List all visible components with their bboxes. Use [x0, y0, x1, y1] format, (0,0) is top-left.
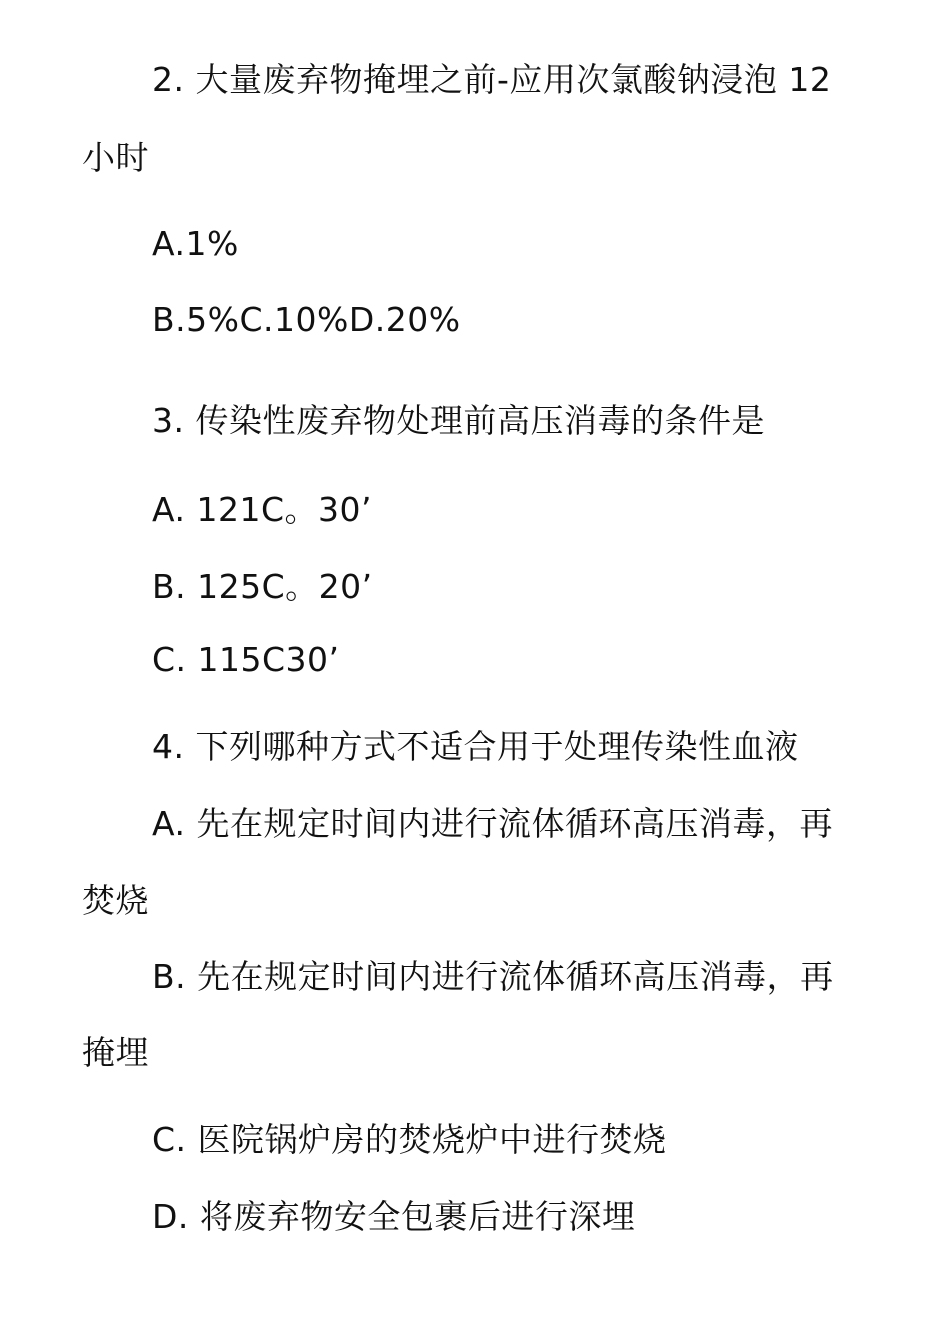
question-3-option-b: B. 125C。20’ — [152, 567, 373, 606]
question-3-option-c: C. 115C30’ — [152, 640, 340, 679]
question-3-option-a: A. 121C。30’ — [152, 490, 372, 529]
question-4-stem: 4. 下列哪种方式不适合用于处理传染性血液 — [152, 727, 799, 766]
question-2-option-a: A.1% — [152, 224, 239, 263]
question-4-option-b: B. 先在规定时间内进行流体循环高压消毒，再 — [152, 957, 834, 996]
question-2-stem: 2. 大量废弃物掩埋之前-应用次氯酸钠浸泡 12 — [152, 60, 832, 99]
question-4-option-c: C. 医院锅炉房的焚烧炉中进行焚烧 — [152, 1120, 667, 1159]
question-4-option-a: A. 先在规定时间内进行流体循环高压消毒，再 — [152, 804, 833, 843]
question-2-stem-continued: 小时 — [82, 138, 149, 177]
question-2-options-bcd: B.5%C.10%D.20% — [152, 300, 461, 339]
question-3-stem: 3. 传染性废弃物处理前高压消毒的条件是 — [152, 401, 765, 440]
question-4-option-b-continued: 掩埋 — [82, 1033, 149, 1072]
question-4-option-a-continued: 焚烧 — [82, 881, 149, 920]
question-4-option-d: D. 将废弃物安全包裹后进行深埋 — [152, 1197, 636, 1236]
